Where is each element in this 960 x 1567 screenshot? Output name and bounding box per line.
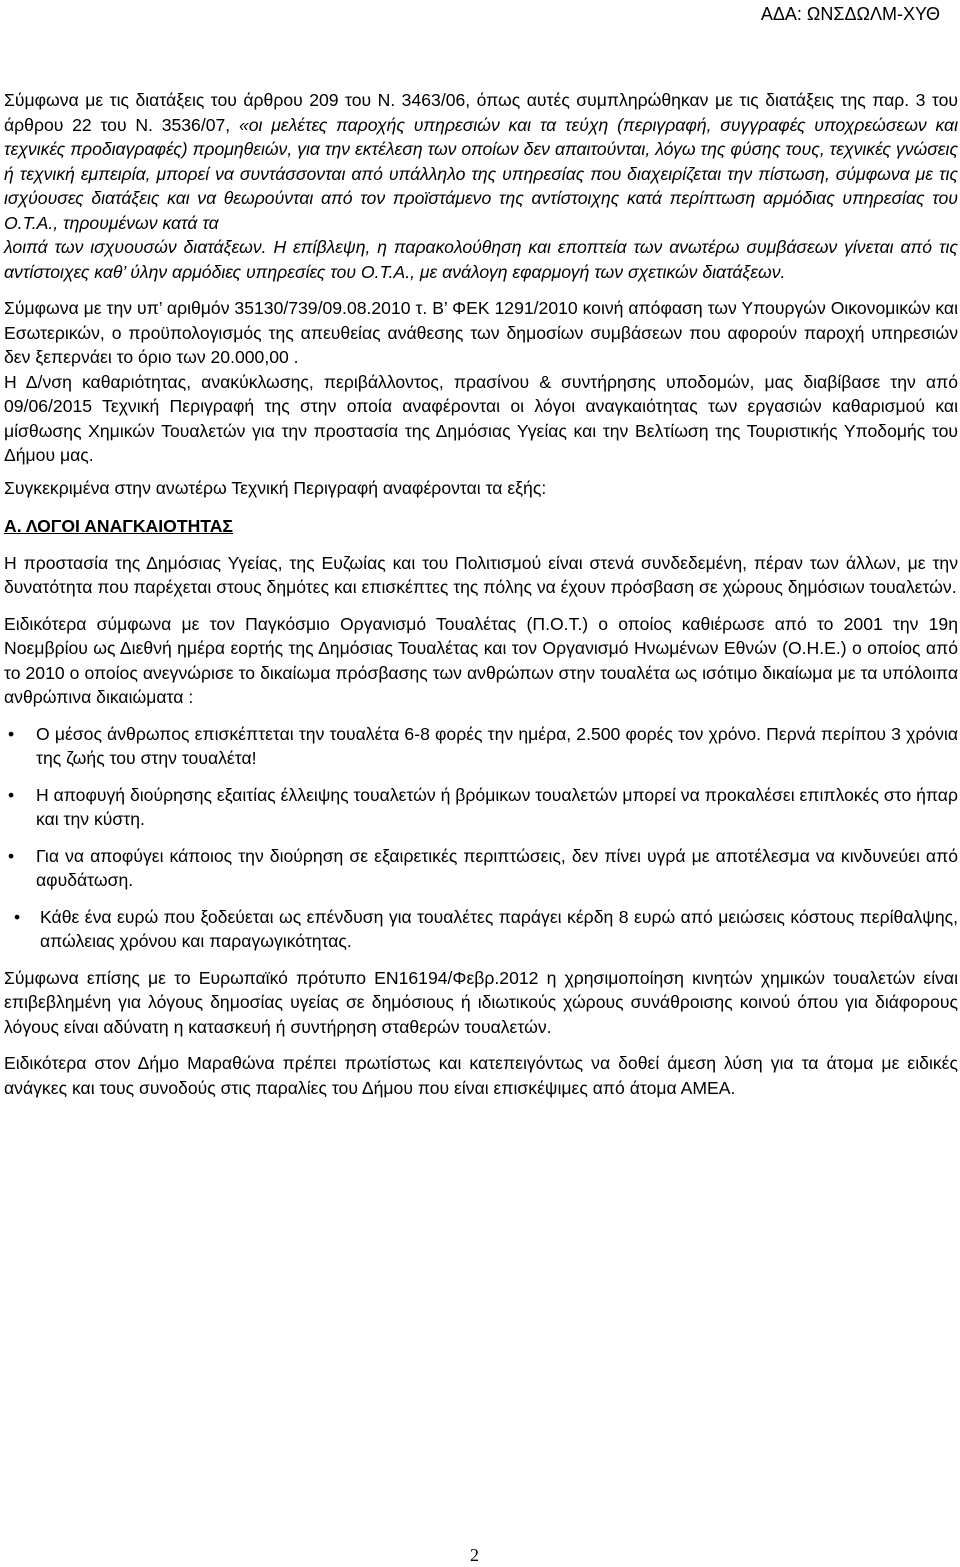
bullet-marker: • bbox=[8, 723, 15, 744]
paragraph-technical-description: Συγκεκριμένα στην ανωτέρω Τεχνική Περιγραφή αναφέρονται τα εξής: bbox=[4, 477, 547, 498]
list-item bbox=[4, 722, 958, 771]
paragraph-ministerial-decision: Σύμφωνα με την υπ’ αριθμόν 35130/739/09.08.2010 τ. Β’ ΦΕΚ 1291/2010 κοινή απόφαση των Υπουργών Οικονομικών και Εσωτερικών, ο προϋπολογισμός της απευθείας ανάθεσης των δημοσίων συμβάσεων που αφορούν παροχή υπηρεσιών δεν ξεπερνάει το όριο των 20.000,00 . bbox=[4, 298, 958, 367]
list-item-text: Κάθε ένα ευρώ που ξοδεύεται ως επένδυση για τουαλέτες παράγει κέρδη 8 ευρώ από μειώσεις κόστους περίθαλψης, απώλειας χρόνου και παραγωγικότητας. bbox=[40, 906, 958, 951]
paragraph-supervision: λοιπά των ισχυουσών διατάξεων. Η επίβλεψη, η παρακολούθηση και εποπτεία των ανωτέρω συμβάσεων γίνεται από τις αντίστοιχες καθ’ ύλην αρμόδιες υπηρεσίες του Ο.Τ.Α., με ανάλογη εφαρμογή των σχετικών διατάξεων. bbox=[4, 237, 958, 282]
paragraph-legal-basis bbox=[4, 88, 958, 235]
paragraph-public-health: Η προστασία της Δημόσιας Υγείας, της Ευζωίας και του Πολιτισμού είναι στενά συνδεδεμένη, πέραν των άλλων, με την δυνατότητα που παρέχεται στους δημότες και επισκέπτες της πόλης να έχουν πρόσβαση σε χώρους δημόσιων τουαλετών. bbox=[4, 552, 958, 597]
paragraph-world-toilet-org: Ειδικότερα σύμφωνα με τον Παγκόσμιο Οργανισμό Τουαλέτας (Π.Ο.Τ.) ο οποίος καθιέρωσε από το 2001 την 19η Νοεμβρίου ως Διεθνή ημέρα εορτής της Δημόσιας Τουαλέτας και τον Οργανισμό Ηνωμένων Εθνών (Ο.Η.Ε.) ο οποίος από το 2010 ο οποίος ανεγνώρισε το δικαίωμα πρόσβασης των ανθρώπων στην τουαλέτα ως ισότιμο δικαίωμα με τα υπόλοιπα ανθρώπινα δικαιώματα : bbox=[4, 613, 958, 707]
list-item bbox=[4, 844, 958, 893]
legal-basis-text: Σύμφωνα με τις διατάξεις του άρθρου 209 του Ν. 3463/06, όπως αυτές συμπληρώθηκαν με τις διατάξεις της παρ. 3 του άρθρου 22 του Ν. 3536/07, bbox=[4, 90, 958, 135]
page-number: 2 bbox=[470, 1545, 479, 1565]
paragraph-directorate: Η Δ/νση καθαριότητας, ανακύκλωσης, περιβάλλοντος, πρασίνου & συντήρησης υποδομών, μας διαβίβασε την από 09/06/2015 Τεχνική Περιγραφή της στην οποία αναφέρονται οι λόγοι αναγκαιότητας των εργασιών καθαρισμού και μίσθωσης Χημικών Τουαλετών για την προστασία της Δημόσιας Υγείας και την Βελτίωση της Τουριστικής Υποδομής του Δήμου μας. bbox=[4, 371, 958, 465]
list-item-text: Για να αποφύγει κάποιος την διούρηση σε εξαιρετικές περιπτώσεις, δεν πίνει υγρά με αποτέλεσμα να κινδυνεύει από αφυδάτωση. bbox=[36, 845, 958, 890]
document-body bbox=[4, 88, 958, 1100]
list-item bbox=[4, 783, 958, 832]
legal-basis-quote: «οι μελέτες παροχής υπηρεσιών και τα τεύχη (περιγραφή, συγγραφές υποχρεώσεων και τεχνικές προδιαγραφές) προμηθειών, για την εκτέλεση των οποίων δεν απαιτούνται, λόγω της φύσης τους, τεχνικές γνώσεις ή τεχνική εμπειρία, μπορεί να συντάσσονται από υπάλληλο της υπηρεσίας που διαχειρίζεται την πίστωση, σύμφωνα με τις ισχύουσες διατάξεις και να θεωρούνται από τον προϊστάμενο της αντίστοιχης κατά περίπτωση αρμόδιας υπηρεσίας του Ο.Τ.Α., τηρουμένων κατά τα bbox=[4, 114, 959, 233]
list-item bbox=[4, 905, 958, 954]
ada-code: ΑΔΑ: ΩΝΣΔΩΛΜ-ΧΥΘ bbox=[760, 4, 940, 24]
bullet-marker: • bbox=[8, 784, 15, 805]
bullet-marker: • bbox=[14, 906, 21, 927]
list-item-text: Ο μέσος άνθρωπος επισκέπτεται την τουαλέτα 6-8 φορές την ημέρα, 2.500 φορές τον χρόνο. Περνά περίπου 3 χρόνια της ζωής του στην τουαλέτα! bbox=[36, 723, 958, 768]
paragraph-european-standard: Σύμφωνα επίσης με το Ευρωπαϊκό πρότυπο ΕΝ16194/Φεβρ.2012 η χρησιμοποίηση κινητών χημικών τουαλετών είναι επιβεβλημένη για λόγους δημοσίας υγείας σε δημόσιους ή ιδιωτικούς χώρους συνάθροισης κοινού όπου για διάφορους λόγους είναι αδύνατη η κατασκευή ή συντήρηση σταθερών τουαλετών. bbox=[4, 967, 958, 1037]
paragraph-marathon-municipality: Ειδικότερα στον Δήμο Μαραθώνα πρέπει πρωτίστως και κατεπειγόντως να δοθεί άμεση λύση για τα άτομα με ειδικές ανάγκες και τους συνοδούς στις παραλίες του Δήμου που είναι επισκέψιμες από άτομα ΑΜΕΑ. bbox=[4, 1053, 958, 1098]
bullet-marker: • bbox=[8, 845, 15, 866]
section-heading: Α. ΛΟΓΟΙ ΑΝΑΓΚΑΙΟΤΗΤΑΣ bbox=[4, 516, 233, 536]
list-item-text: Η αποφυγή διούρησης εξαιτίας έλλειψης τουαλετών ή βρόμικων τουαλετών μπορεί να προκαλέσει επιπλοκές στο ήπαρ και την κύστη. bbox=[36, 784, 958, 829]
